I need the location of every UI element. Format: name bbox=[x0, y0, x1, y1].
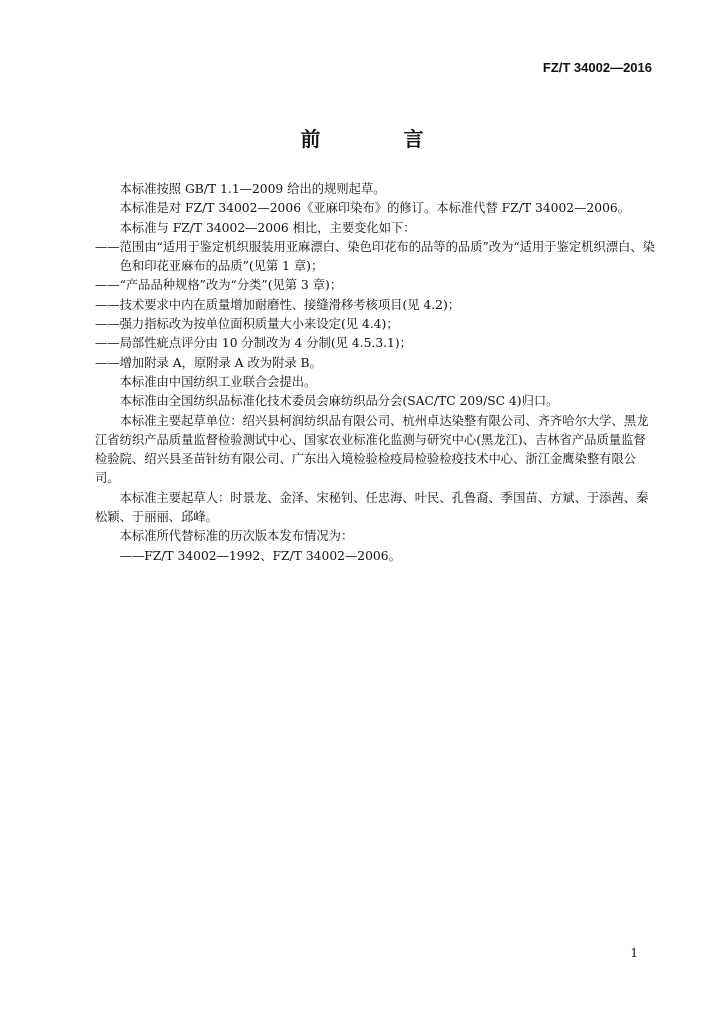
paragraph-revision: 本标准是对 FZ/T 34002—2006《亚麻印染布》的修订。本标准代替 FZ/T 34002—2006。 bbox=[119, 201, 631, 216]
change-item-scope: ——范围由“适用于鉴定机织服装用亚麻漂白、染色印花布的品等的品质”改为“适用于鉴定机织漂白、染色和印花亚麻布的品质”(见第 1 章)； bbox=[95, 239, 655, 274]
paragraph-changes-intro: 本标准与 FZ/T 34002—2006 相比，主要变化如下： bbox=[119, 220, 416, 235]
change-item-defect-scoring: ——局部性疵点评分由 10 分制改为 4 分制(见 4.5.3.1)； bbox=[95, 336, 412, 351]
change-item-strength: ——强力指标改为按单位面积质量大小来设定(见 4.4)； bbox=[95, 317, 399, 332]
paragraph-committee: 本标准由全国纺织品标准化技术委员会麻纺织品分会(SAC/TC 209/SC 4)归口。 bbox=[119, 394, 559, 409]
paragraph-drafting-units: 本标准主要起草单位：绍兴县柯润纺织品有限公司、杭州卓达染整有限公司、齐齐哈尔大学、黑龙江省纺织产品质量监督检验测试中心、国家农业标准化监测与研究中心(黑龙江)、吉林省产品质量监督检验院、绍兴县圣苗针纺有限公司、广东出入境检验检疫局检验检疫技术中心、浙江金鹰染整有限公司。 bbox=[95, 413, 649, 486]
paragraph-history-intro: 本标准所代替标准的历次版本发布情况为： bbox=[119, 529, 354, 544]
change-item-technical-requirements: ——技术要求中内在质量增加耐磨性、接缝滑移考核项目(见 4.2)； bbox=[95, 297, 461, 312]
preface-body bbox=[95, 180, 655, 566]
history-item: ——FZ/T 34002—1992、FZ/T 34002—2006。 bbox=[119, 548, 401, 563]
page-title: 前 言 bbox=[300, 127, 462, 151]
paragraph-drafting-rules: 本标准按照 GB/T 1.1—2009 给出的规则起草。 bbox=[119, 182, 386, 196]
standard-code: FZ/T 34002—2016 bbox=[542, 60, 652, 75]
page-number: 1 bbox=[630, 946, 638, 960]
change-item-annex: ——增加附录 A，原附录 A 改为附录 B。 bbox=[95, 355, 322, 370]
paragraph-proposer: 本标准由中国纺织工业联合会提出。 bbox=[119, 374, 317, 389]
paragraph-drafters: 本标准主要起草人：时景龙、金泽、宋秘钊、任忠海、叶民、孔鲁裔、季国苗、方斌、于添茜、秦松颖、于丽丽、邱峰。 bbox=[95, 490, 649, 525]
change-item-classification: ——“产品品种规格”改为“分类”(见第 3 章)； bbox=[95, 278, 343, 293]
